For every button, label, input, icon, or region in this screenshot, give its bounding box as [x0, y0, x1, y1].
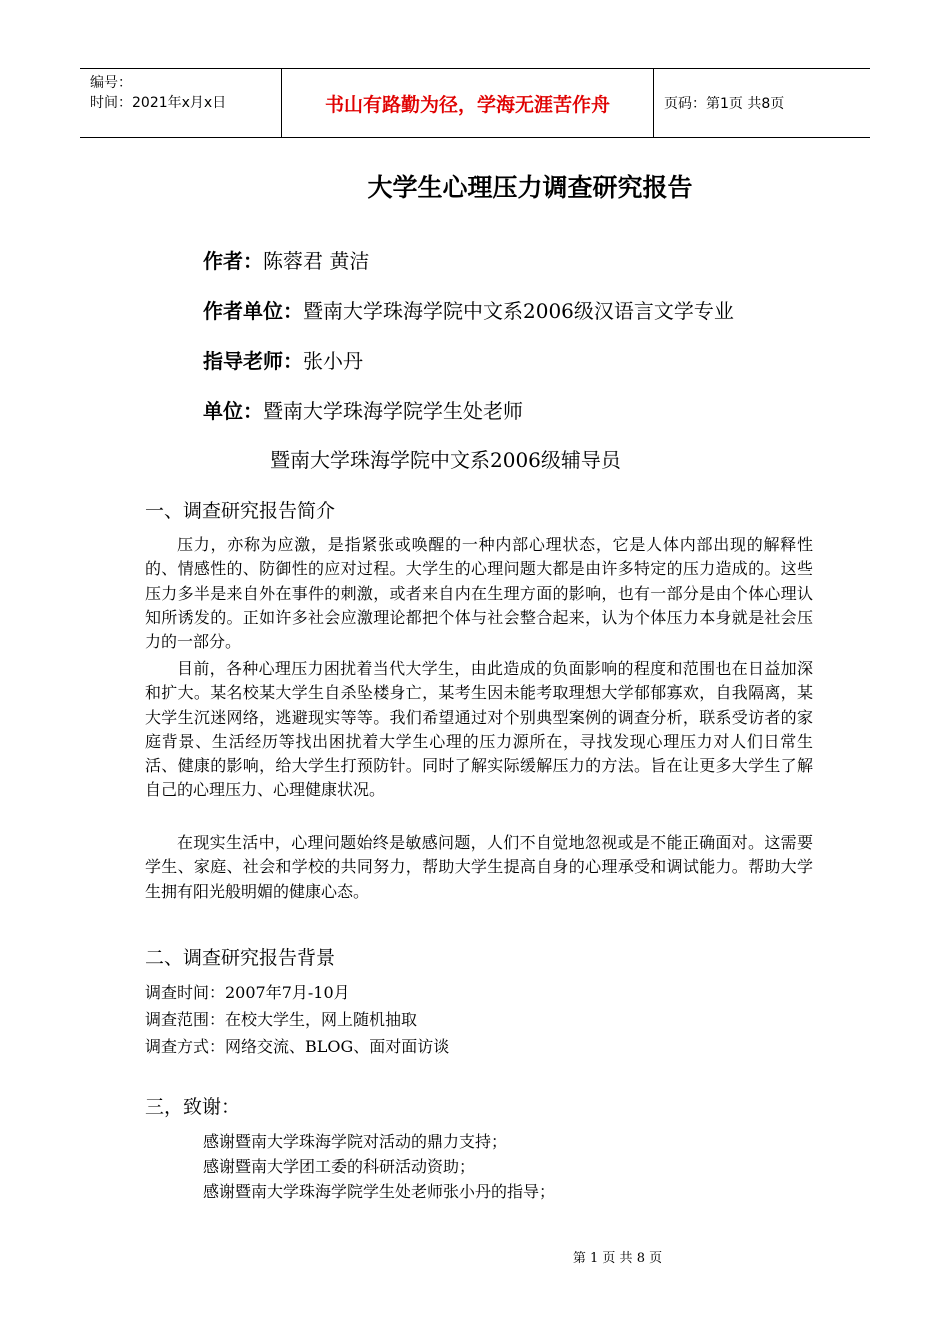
unit-value: 暨南大学珠海学院中文系2006级汉语言文学专业 [303, 299, 734, 323]
advisor-value: 张小丹 [303, 349, 363, 373]
header-meta-cell [80, 69, 282, 137]
document-title: 大学生心理压力调查研究报告 [367, 173, 693, 202]
section3-heading: 三，致谢： [145, 1096, 241, 1118]
org-line-2: 暨南大学珠海学院中文系2006级辅导员 [270, 448, 621, 472]
survey-time: 调查时间：2007年7月-10月 [145, 983, 350, 1002]
author-value: 陈蓉君 黄洁 [263, 249, 370, 273]
org-line [203, 395, 523, 424]
section1-paragraph-2: 目前，各种心理压力困扰着当代大学生，由此造成的负面影响的程度和范围也在日益加深和扩大。某名校某大学生自杀坠楼身亡，某考生因未能考取理想大学郁郁寡欢，自我隔离，某大学生沉迷网络，逃避现实等等。我们希望通过对个别典型案例的调查分析，联系受访者的家庭背景、生活经历等找出困扰着大学生心理的压力源所在，寻找发现心理压力对人们日常生活、健康的影响，给大学生打预防针。同时了解实际缓解压力的方法。旨在让更多大学生了解自己的心理压力、心理健康状况。 [145, 659, 813, 800]
org-key: 单位： [203, 399, 263, 423]
survey-scope: 调查范围：在校大学生，网上随机抽取 [145, 1010, 418, 1029]
page-footer: 第 1 页 共 8 页 [572, 1251, 663, 1266]
section1-paragraph-1: 压力，亦称为应激，是指紧张或唤醒的一种内部心理状态，它是人体内部出现的解释性的、情感性的、防御性的应对过程。大学生的心理问题大都是由许多特定的压力造成的。这些压力多半是来自外在事件的刺激，或者来自内在生理方面的影响，也有一部分是由个体心理认知所诱发的。正如许多社会应激理论都把个体与社会整合起来，认为个体压力本身就是社会压力的一部分。 [145, 535, 813, 652]
section2-heading: 二、调查研究报告背景 [145, 947, 336, 969]
survey-method: 调查方式：网络交流、BLOG、面对面访谈 [145, 1037, 450, 1056]
number-label: 编号： [90, 75, 132, 91]
thanks-line-3: 感谢暨南大学珠海学院学生处老师张小丹的指导； [203, 1182, 556, 1201]
unit-key: 作者单位： [203, 299, 303, 323]
page-header [80, 68, 870, 138]
author-key: 作者： [203, 249, 263, 273]
org-value-1: 暨南大学珠海学院学生处老师 [263, 399, 523, 423]
author-line [203, 245, 369, 274]
section1-heading: 一、调查研究报告简介 [145, 500, 336, 522]
advisor-line [203, 345, 363, 374]
thanks-line-1: 感谢暨南大学珠海学院对活动的鼎力支持； [203, 1132, 508, 1151]
date-label: 时间：2021年x月x日 [90, 95, 227, 111]
header-motto: 书山有路勤为径，学海无涯苦作舟 [282, 69, 654, 137]
advisor-key: 指导老师： [203, 349, 303, 373]
header-page-info: 页码：第1页 共8页 [664, 96, 785, 112]
section1-paragraph-3: 在现实生活中，心理问题始终是敏感问题，人们不自觉地忽视或是不能正确面对。这需要学生、家庭、社会和学校的共同努力，帮助大学生提高自身的心理承受和调试能力。帮助大学生拥有阳光般明媚的健康心态。 [145, 833, 813, 901]
thanks-line-2: 感谢暨南大学团工委的科研活动资助； [203, 1157, 476, 1176]
unit-line [203, 295, 734, 324]
